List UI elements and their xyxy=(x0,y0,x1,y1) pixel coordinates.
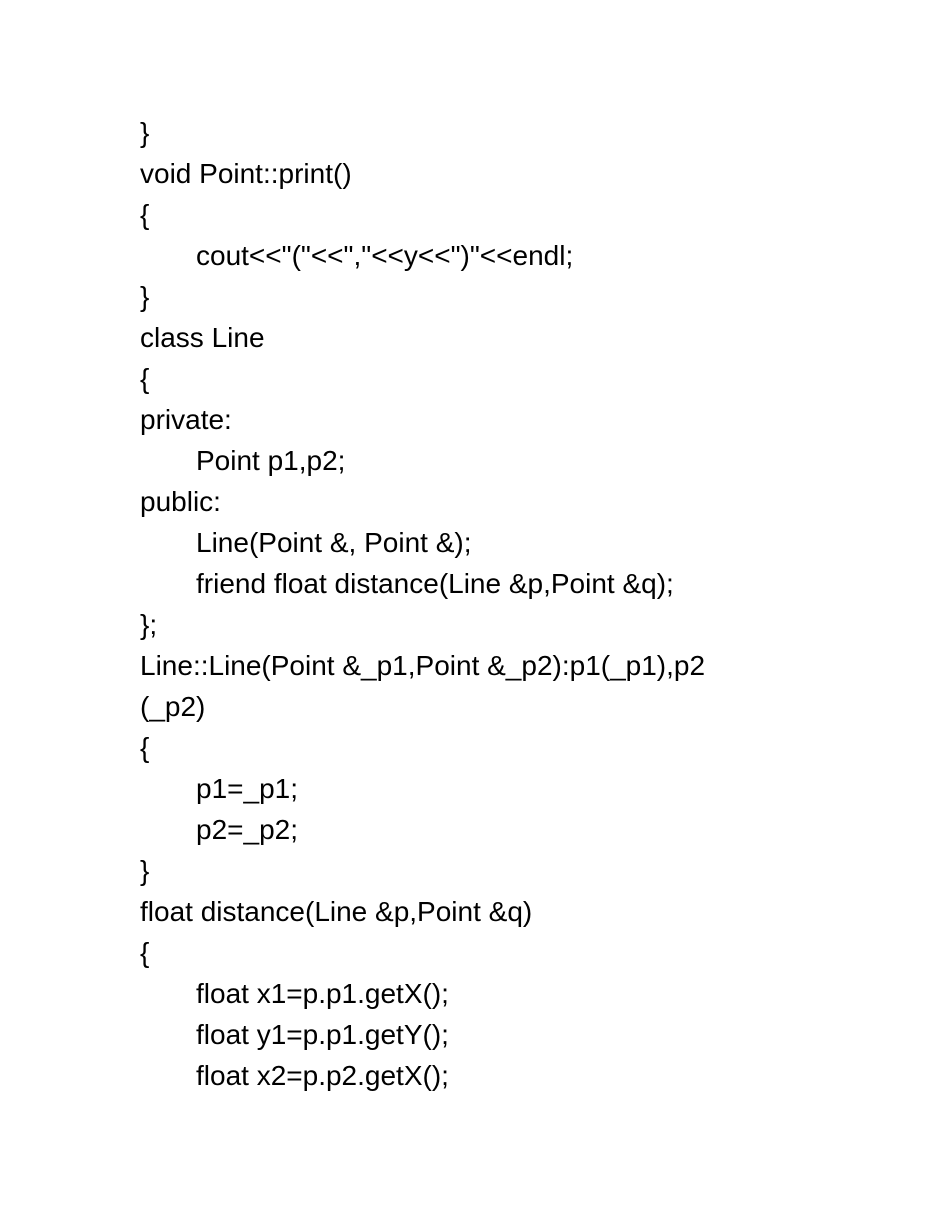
code-line: p1=_p1; xyxy=(196,773,298,804)
code-line: Line(Point &, Point &); xyxy=(196,527,472,558)
code-block xyxy=(140,112,840,1096)
code-line: friend float distance(Line &p,Point &q); xyxy=(196,568,674,599)
code-line: void Point::print() xyxy=(140,158,352,189)
code-line: p2=_p2; xyxy=(196,814,298,845)
code-line: private: xyxy=(140,404,232,435)
code-line: float x1=p.p1.getX(); xyxy=(196,978,449,1009)
code-line: { xyxy=(140,199,150,230)
code-line: { xyxy=(140,363,150,394)
code-line: }; xyxy=(140,609,158,640)
code-line: float y1=p.p1.getY(); xyxy=(196,1019,449,1050)
code-line: { xyxy=(140,732,150,763)
code-line: Point p1,p2; xyxy=(196,445,346,476)
code-line: class Line xyxy=(140,322,265,353)
code-line: } xyxy=(140,281,150,312)
code-line: Line::Line(Point &_p1,Point &_p2):p1(_p1),p2 xyxy=(140,650,706,681)
code-line: float x2=p.p2.getX(); xyxy=(196,1060,449,1091)
code-line: float distance(Line &p,Point &q) xyxy=(140,896,533,927)
code-line: (_p2) xyxy=(140,691,206,722)
code-line: } xyxy=(140,855,150,886)
code-line: { xyxy=(140,937,150,968)
code-line: } xyxy=(140,117,150,148)
code-line: cout<<"("<<","<<y<<")"<<endl; xyxy=(196,240,574,271)
code-line: public: xyxy=(140,486,221,517)
